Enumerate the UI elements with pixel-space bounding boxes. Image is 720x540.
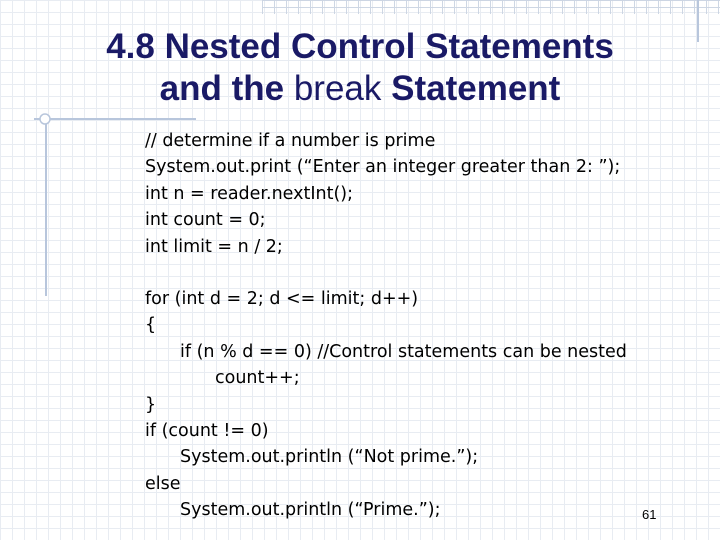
code-line: { <box>145 315 157 336</box>
code-line: count++; <box>215 368 300 389</box>
page-number: 61 <box>642 507 657 522</box>
code-line: System.out.println (“Prime.”); <box>180 500 441 521</box>
code-line: System.out.println (“Not prime.”); <box>180 447 479 468</box>
decorative-right-rule <box>697 0 699 42</box>
code-line: else <box>145 473 181 494</box>
title-line-1: 4.8 Nested Control Statements <box>106 27 614 66</box>
code-line: int count = 0; <box>145 210 266 231</box>
code-line: int limit = n / 2; <box>145 236 283 257</box>
circle-marker-icon <box>38 112 52 126</box>
code-line: if (n % d == 0) //Control statements can be nested <box>180 341 627 362</box>
title-line-2-start: and the <box>159 69 294 108</box>
decorative-horizontal-rule <box>34 118 196 120</box>
code-line: int n = reader.nextInt(); <box>145 183 354 204</box>
code-line: } <box>145 394 157 415</box>
decorative-top-band <box>262 0 720 14</box>
code-block <box>145 128 665 523</box>
code-blank-line <box>145 260 665 286</box>
code-line: System.out.print (“Enter an integer greater than 2: ”); <box>145 157 621 178</box>
title-keyword-break: break <box>293 69 382 108</box>
slide-title <box>40 26 680 110</box>
code-line: if (count != 0) <box>145 420 269 441</box>
code-line: for (int d = 2; d <= limit; d++) <box>145 288 419 309</box>
decorative-left-rule <box>45 118 47 296</box>
title-line-2-end: Statement <box>381 69 561 108</box>
code-line: // determine if a number is prime <box>145 131 436 151</box>
